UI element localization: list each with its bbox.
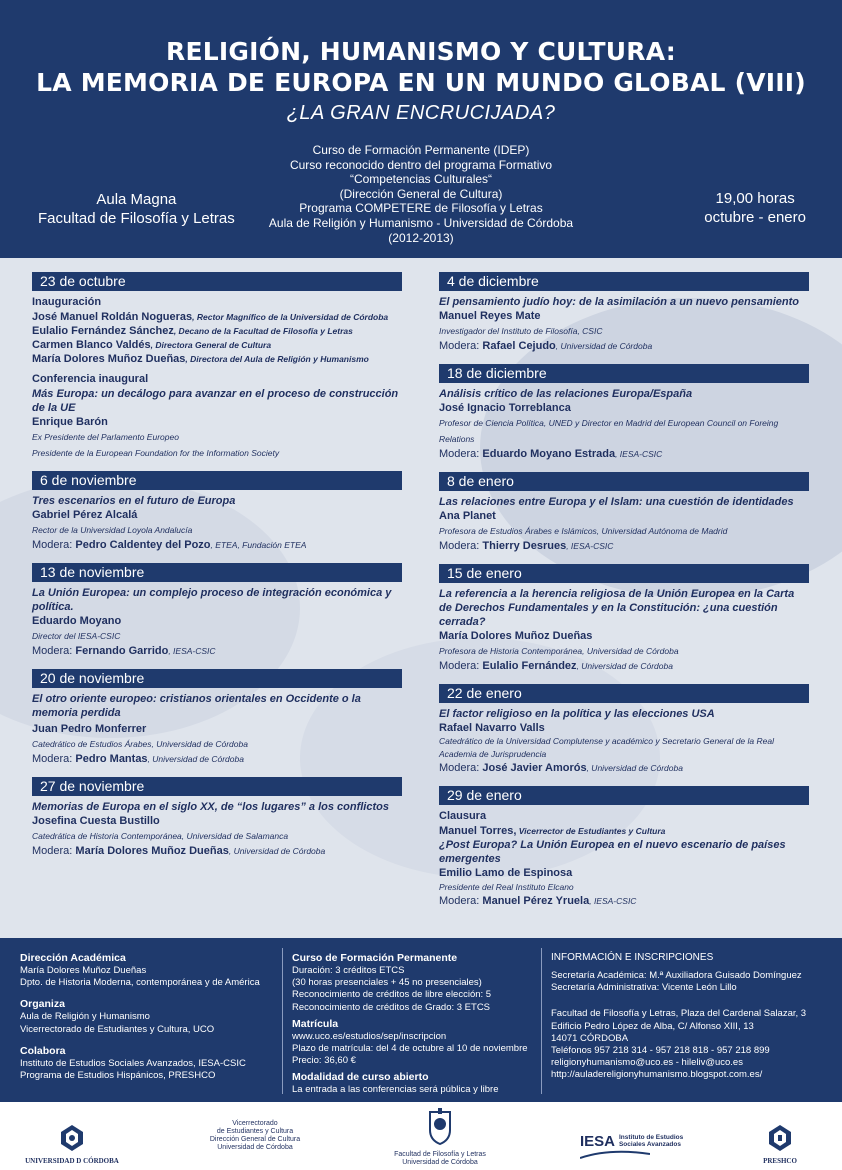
event-6-noviembre: [32, 471, 402, 553]
event-27-noviembre: [32, 777, 402, 859]
footer-heading: Dirección Académica: [20, 952, 126, 964]
footer-heading: Colabora: [20, 1044, 66, 1057]
moderator-name: Pedro Caldentey del Pozo: [75, 539, 211, 551]
moderator-name: Eulalio Fernández: [482, 660, 577, 672]
moderator-role: , Universidad de Córdoba: [576, 661, 673, 671]
person-role: , Directora del Aula de Religión y Humanismo: [185, 354, 369, 364]
closer-name: Manuel Torres,: [439, 825, 517, 837]
speaker-role: Ex Presidente del Parlamento Europeo: [32, 432, 179, 442]
person-role: , Decano de la Facultad de Filosofía y Letras: [173, 326, 353, 336]
moderator-name: Manuel Pérez Yruela: [482, 895, 590, 907]
uco-logo: [22, 1124, 122, 1165]
footer-heading: Organiza: [20, 998, 65, 1011]
logo-text: Facultad de Filosofía y Letras: [394, 1151, 486, 1158]
iesa-logo-text: IESA: [580, 1133, 616, 1150]
section-label: Clausura: [439, 810, 487, 822]
speaker-name: María Dolores Muñoz Dueñas: [439, 630, 593, 642]
preshco-logo-text: PRESHCO: [763, 1157, 797, 1165]
moderator-line: [439, 539, 809, 554]
closer-line: [439, 824, 809, 838]
logo-text: Vicerrectorado: [232, 1120, 278, 1127]
speaker-name: Emilio Lamo de Espinosa: [439, 867, 573, 879]
event-29-enero: [439, 786, 809, 909]
course-line: Aula de Religión y Humanismo - Universidad de Córdoba: [268, 215, 574, 230]
moderator-role: , IESA-CSIC: [615, 449, 663, 459]
header-banner: [0, 0, 842, 258]
speaker-name: Manuel Reyes Mate: [439, 310, 541, 322]
moderator-name: Fernando Garrido: [75, 645, 169, 657]
moderator-line: [32, 644, 402, 659]
footer-line: 14071 CÓRDOBA: [551, 1032, 629, 1044]
moderator-name: Eduardo Moyano Estrada: [482, 448, 616, 460]
speaker-role: Catedrático de Estudios Árabes, Universidad de Córdoba: [32, 739, 248, 749]
footer-heading: Modalidad de curso abierto: [292, 1071, 429, 1084]
footer-line: Duración: 3 créditos ETCS: [292, 965, 405, 976]
logo-text: Universidad de Córdoba: [217, 1144, 293, 1151]
date-header: 18 de diciembre: [439, 364, 809, 383]
phone-numbers: Teléfonos 957 218 314 - 957 218 818 - 957 218 899: [551, 1045, 770, 1057]
moderator-line: [439, 447, 809, 462]
talk-title: Análisis crítico de las relaciones Europa/España: [439, 388, 693, 400]
moderator-name: Thierry Desrues: [482, 540, 567, 552]
footer-academic: [20, 948, 280, 1082]
date-header: 20 de noviembre: [32, 669, 402, 688]
person-line: [32, 352, 402, 366]
moderator-role: , IESA-CSIC: [168, 646, 216, 656]
talk-title: Tres escenarios en el futuro de Europa: [32, 495, 236, 507]
moderator-label: Modera:: [439, 340, 483, 352]
footer-course: [292, 948, 537, 1097]
moderator-role: , IESA-CSIC: [589, 896, 637, 906]
registration-link[interactable]: www.uco.es/estudios/sep/inscripcion: [292, 1030, 447, 1042]
logo-text: Sociales Avanzados: [618, 1141, 681, 1148]
footer-line: Secretaría Administrativa: Vicente León Lillo: [551, 982, 737, 994]
poster-title: [0, 0, 842, 98]
blog-link[interactable]: http://auladereligionyhumanismo.blogspot.com.es/: [551, 1069, 763, 1081]
title-line-1: RELIGIÓN, HUMANISMO Y CULTURA:: [166, 37, 676, 66]
program-right-column: [439, 272, 809, 919]
speaker-name: Gabriel Pérez Alcalá: [32, 509, 138, 521]
footer-divider: [282, 948, 283, 1094]
poster-subtitle: ¿LA GRAN ENCRUCIJADA?: [286, 102, 556, 124]
footer-heading: Matrícula: [292, 1017, 339, 1030]
speaker-role: Catedrática de Historia Contemporánea, Universidad de Salamanca: [32, 831, 289, 841]
event-22-enero: [439, 684, 809, 776]
moderator-label: Modera:: [439, 895, 483, 907]
logo-text: Universidad de Córdoba: [402, 1159, 478, 1166]
moderator-line: [439, 339, 809, 354]
footer-line: La entrada a las conferencias será pública y libre: [292, 1084, 499, 1096]
speaker-name: Rafael Navarro Valls: [439, 722, 545, 734]
venue-faculty: Facultad de Filosofía y Letras: [38, 210, 235, 227]
vicerrectorado-logo: [190, 1120, 320, 1152]
footer-line: Programa de Estudios Hispánicos, PRESHCO: [20, 1070, 216, 1082]
speaker-role: Profesor de Ciencia Política, UNED y Director en Madrid del European Council on Foreing Relations: [439, 418, 779, 444]
moderator-role: , Universidad de Córdoba: [586, 763, 683, 773]
speaker-role: Investigador del Instituto de Filosofía, CSIC: [439, 326, 603, 336]
date-header: 13 de noviembre: [32, 563, 402, 582]
course-line: Curso de Formación Permanente (IDEP): [312, 143, 530, 157]
course-line: (2012-2013): [388, 230, 454, 245]
closer-role: Vicerrector de Estudiantes y Cultura: [516, 826, 666, 836]
date-header: 27 de noviembre: [32, 777, 402, 796]
event-time: 19,00 horas: [715, 190, 795, 207]
speaker-role: Profesora de Estudios Árabes e Islámicos, Universidad Autónoma de Madrid: [439, 526, 728, 536]
speaker-role: Profesora de Historia Contemporánea, Universidad de Córdoba: [439, 646, 679, 656]
moderator-line: [439, 894, 809, 909]
date-header: 4 de diciembre: [439, 272, 809, 291]
person-name: Carmen Blanco Valdés: [32, 339, 151, 351]
event-18-diciembre: [439, 364, 809, 462]
moderator-line: [32, 538, 402, 553]
speaker-name: Josefina Cuesta Bustillo: [32, 815, 160, 827]
talk-title: Las relaciones entre Europa y el Islam: una cuestión de identidades: [439, 496, 794, 508]
section-label: Conferencia inaugural: [32, 373, 149, 385]
moderator-name: Pedro Mantas: [75, 753, 148, 765]
footer-line: Plazo de matrícula: del 4 de octubre al 10 de noviembre: [292, 1043, 528, 1055]
talk-title: Memorias de Europa en el siglo XX, de “los lugares” a los conflictos: [32, 801, 389, 813]
section-label: Inauguración: [32, 296, 102, 308]
talk-title: ¿Post Europa? La Unión Europea en el nuevo escenario de países emergentes: [439, 839, 786, 865]
person-line: [32, 338, 402, 352]
talk-title: El pensamiento judío hoy: de la asimilación a un nuevo pensamiento: [439, 296, 800, 308]
speaker-role: Catedrático de la Universidad Complutense y académico y Secretario General de la Real Academia de Jurisprudencia: [439, 736, 774, 759]
venue-info: [38, 190, 235, 228]
speaker-role: Presidente del Real Instituto Elcano: [439, 882, 574, 892]
course-line: (Dirección General de Cultura): [339, 186, 503, 201]
course-line: “Competencias Culturales“: [349, 172, 493, 187]
talk-title: La Unión Europea: un complejo proceso de integración económica y política.: [32, 587, 392, 613]
moderator-role: , Universidad de Córdoba: [555, 341, 653, 351]
speaker-role: Presidente de la European Foundation for the Information Society: [32, 448, 280, 458]
footer-line: Dpto. de Historia Moderna, contemporánea y de América: [20, 977, 260, 989]
moderator-role: , Universidad de Córdoba: [228, 846, 326, 856]
footer-divider: [541, 948, 542, 1094]
moderator-label: Modera:: [439, 762, 483, 774]
uco-emblem-icon: [60, 1124, 84, 1152]
moderator-name: Rafael Cejudo: [482, 340, 556, 352]
footer-heading: INFORMACIÓN E INSCRIPCIONES: [551, 952, 714, 963]
iesa-swoosh-icon: [580, 1150, 650, 1160]
logo-text: Dirección General de Cultura: [209, 1136, 301, 1143]
footer-line: Instituto de Estudios Sociales Avanzados, IESA-CSIC: [20, 1057, 246, 1069]
uco-logo-text: UNIVERSIDAD D CÓRDOBA: [25, 1157, 119, 1165]
talk-title: La referencia a la herencia religiosa de la Unión Europea en la Carta de Derechos Fundamentales y en la Constitución: ¿una cuestión cerrada?: [439, 588, 795, 628]
speaker-name: Ana Planet: [439, 510, 496, 522]
venue-name: Aula Magna: [96, 191, 177, 208]
footer-line: (30 horas presenciales + 45 no presenciales): [292, 977, 482, 989]
course-line: Curso reconocido dentro del programa Formativo: [289, 157, 553, 172]
footer-line: Facultad de Filosofía y Letras, Plaza del Cardenal Salazar, 3: [551, 1008, 807, 1020]
faculty-crest-icon: [426, 1108, 454, 1146]
sponsor-logos: [0, 1102, 842, 1170]
program-area: [0, 258, 842, 938]
event-13-noviembre: [32, 563, 402, 659]
moderator-role: , Universidad de Córdoba: [147, 754, 244, 764]
moderator-role: , ETEA, Fundación ETEA: [210, 540, 307, 550]
moderator-line: [32, 752, 402, 767]
moderator-name: María Dolores Muñoz Dueñas: [75, 845, 229, 857]
logo-text: Instituto de Estudios: [618, 1134, 684, 1141]
footer-heading: Curso de Formación Permanente: [292, 952, 458, 964]
moderator-label: Modera:: [32, 845, 76, 857]
person-name: Eulalio Fernández Sánchez: [32, 325, 174, 337]
moderator-label: Modera:: [32, 539, 76, 551]
speaker-name: Juan Pedro Monferrer: [32, 723, 147, 735]
footer-line: Reconocimiento de créditos de libre elección: 5: [292, 989, 492, 1001]
logo-text: de Estudiantes y Cultura: [216, 1128, 294, 1135]
talk-title: El factor religioso en la política y las elecciones USA: [439, 708, 715, 720]
iesa-logo-subtext: [619, 1134, 683, 1148]
talk-title: Más Europa: un decálogo para avanzar en el proceso de construcción de la UE: [32, 388, 399, 414]
event-15-enero: [439, 564, 809, 674]
moderator-label: Modera:: [439, 540, 483, 552]
date-header: 29 de enero: [439, 786, 809, 805]
moderator-line: [439, 761, 809, 776]
speaker-name: José Ignacio Torreblanca: [439, 402, 571, 414]
footer-contact: [551, 948, 836, 1082]
person-name: José Manuel Roldán Nogueras: [32, 311, 193, 323]
moderator-label: Modera:: [32, 753, 76, 765]
moderator-label: Modera:: [439, 448, 483, 460]
iesa-logo: [580, 1134, 690, 1160]
preshco-logo: [750, 1124, 810, 1165]
moderator-role: , IESA-CSIC: [566, 541, 614, 551]
date-header: 22 de enero: [439, 684, 809, 703]
event-20-noviembre: [32, 669, 402, 767]
footer-line: Reconocimiento de créditos de Grado: 3 ETCS: [292, 1001, 491, 1013]
program-left-column: [32, 272, 402, 869]
person-name: María Dolores Muñoz Dueñas: [32, 353, 186, 365]
footer-line: Vicerrectorado de Estudiantes y Cultura, UCO: [20, 1023, 215, 1035]
event-4-diciembre: [439, 272, 809, 354]
moderator-name: José Javier Amorós: [482, 762, 587, 774]
date-header: 15 de enero: [439, 564, 809, 583]
event-8-enero: [439, 472, 809, 554]
footer-info: [0, 938, 842, 1102]
faculty-logo: [380, 1108, 500, 1167]
course-line: Programa COMPETERE de Filosofía y Letras: [299, 201, 543, 216]
moderator-line: [32, 844, 402, 859]
speaker-role: Rector de la Universidad Loyola Andalucía: [32, 525, 193, 535]
moderator-line: [439, 659, 809, 674]
moderator-label: Modera:: [32, 645, 76, 657]
speaker-name: Enrique Barón: [32, 416, 108, 428]
email-links[interactable]: religionyhumanismo@uco.es - hileliv@uco.es: [551, 1057, 743, 1069]
date-header: 8 de enero: [439, 472, 809, 491]
preshco-emblem-icon: [768, 1124, 792, 1152]
person-line: [32, 310, 402, 324]
footer-line: María Dolores Muñoz Dueñas: [20, 965, 147, 976]
person-role: , Directora General de Cultura: [150, 340, 272, 350]
title-line-2: LA MEMORIA DE EUROPA EN UN MUNDO GLOBAL (VIII): [36, 68, 806, 97]
date-header: 6 de noviembre: [32, 471, 402, 490]
speaker-name: Eduardo Moyano: [32, 615, 122, 627]
footer-line: Edificio Pedro López de Alba, C/ Alfonso XIII, 13: [551, 1020, 754, 1032]
time-info: [704, 189, 806, 227]
date-header: 23 de octubre: [32, 272, 402, 291]
event-period: octubre - enero: [704, 209, 806, 226]
talk-title: El otro oriente europeo: cristianos orientales en Occidente o la memoria perdida: [32, 693, 361, 719]
person-role: , Rector Magnífico de la Universidad de Córdoba: [192, 312, 389, 322]
event-23-octubre: [32, 272, 402, 461]
person-line: [32, 324, 402, 338]
speaker-role: Director del IESA-CSIC: [32, 631, 121, 641]
footer-line: Precio: 36,60 €: [292, 1055, 356, 1067]
footer-line: Aula de Religión y Humanismo: [20, 1011, 150, 1023]
footer-line: Secretaría Académica: M.ª Auxiliadora Guisado Domínguez: [551, 970, 802, 981]
moderator-label: Modera:: [439, 660, 483, 672]
